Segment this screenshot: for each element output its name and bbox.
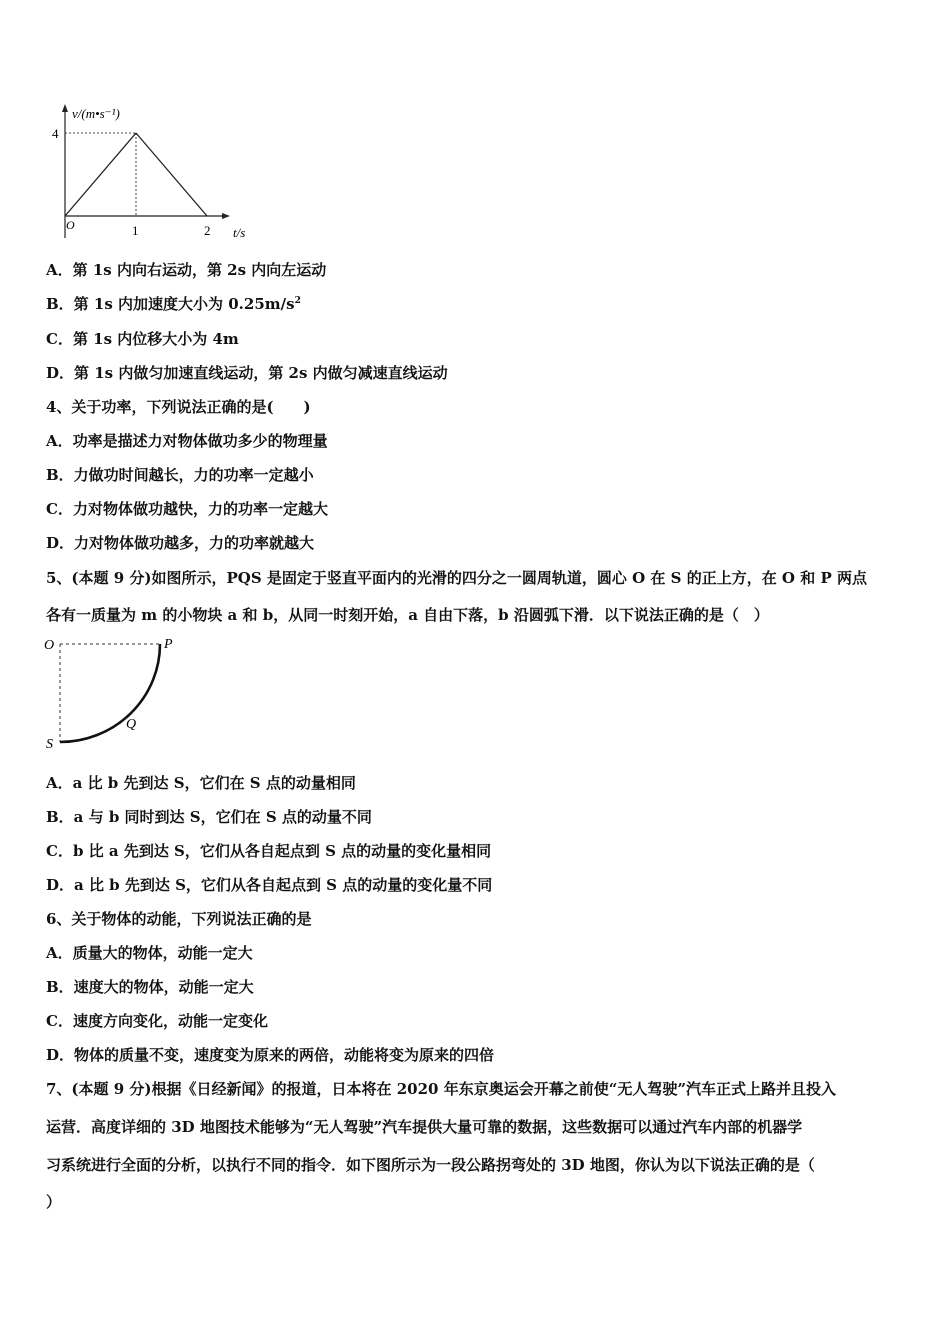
quarter-circle-track-figure	[40, 630, 190, 755]
q7-line4: ）	[46, 1193, 62, 1211]
q6-stem: 6、关于物体的动能，下列说法正确的是	[46, 910, 312, 928]
y-axis-label: v/(m•s⁻¹)	[72, 106, 120, 121]
q6-option-b: B．速度大的物体，动能一定大	[46, 978, 254, 996]
x-tick-2: 2	[204, 223, 211, 238]
q7-line1: 7、(本题 9 分)根据《日经新闻》的报道，日本将在 2020 年东京奥运会开幕之前使“无人驾驶”汽车正式上路并且投入	[46, 1080, 836, 1098]
x-tick-1: 1	[132, 223, 139, 238]
q3-option-c: C．第 1s 内位移大小为 4m	[46, 330, 239, 348]
q3-option-b	[46, 294, 301, 314]
y-axis-arrow	[62, 104, 68, 112]
q5-stem-line2: 各有一质量为 m 的小物块 a 和 b，从同一时刻开始，a 自由下落，b 沿圆弧下滑．以下说法正确的是（ ）	[46, 606, 769, 624]
graph-segment-accelerate	[65, 133, 136, 216]
x-axis-arrow	[222, 213, 230, 219]
x-axis-label: t/s	[233, 225, 246, 240]
q3-option-b-exponent: 2	[294, 296, 301, 306]
q4-option-d: D．力对物体做功越多，力的功率就越大	[46, 534, 315, 552]
q3-option-d: D．第 1s 内做匀加速直线运动，第 2s 内做匀减速直线运动	[46, 364, 448, 382]
q4-option-c: C．力对物体做功越快，力的功率一定越大	[46, 500, 328, 518]
graph-segment-decelerate	[136, 133, 207, 216]
q5-option-b: B．a 与 b 同时到达 S，它们在 S 点的动量不同	[46, 808, 372, 826]
q5-stem-line1: 5、(本题 9 分)如图所示，PQS 是固定于竖直平面内的光滑的四分之一圆周轨道，圆心 O 在 S 的正上方，在 O 和 P 两点	[46, 569, 867, 587]
q7-line3: 习系统进行全面的分析，以执行不同的指令．如下图所示为一段公路拐弯处的 3D 地图，你认为以下说法正确的是（	[46, 1156, 815, 1174]
quarter-circle-track	[60, 644, 160, 742]
label-o: O	[44, 638, 55, 653]
origin-label: O	[66, 218, 75, 232]
q4-stem: 4、关于功率，下列说法正确的是( )	[46, 398, 311, 416]
q5-option-c: C．b 比 a 先到达 S，它们从各自起点到 S 点的动量的变化量相同	[46, 842, 492, 860]
q3-option-a: A．第 1s 内向右运动，第 2s 内向左运动	[46, 261, 327, 279]
q6-option-a: A．质量大的物体，动能一定大	[46, 944, 253, 962]
q4-option-a: A．功率是描述力对物体做功多少的物理量	[46, 432, 328, 450]
label-q: Q	[126, 717, 137, 732]
q7-line2: 运营．高度详细的 3D 地图技术能够为“无人驾驶”汽车提供大量可靠的数据，这些数据可以通过汽车内部的机器学	[46, 1118, 803, 1136]
q5-option-a: A．a 比 b 先到达 S，它们在 S 点的动量相同	[46, 774, 356, 792]
q6-option-c: C．速度方向变化，动能一定变化	[46, 1012, 268, 1030]
q3-option-b-text: B．第 1s 内加速度大小为 0.25m/s	[46, 295, 295, 313]
velocity-time-graph	[44, 98, 259, 248]
y-tick-4: 4	[52, 126, 59, 141]
q6-option-d: D．物体的质量不变，速度变为原来的两倍，动能将变为原来的四倍	[46, 1046, 495, 1064]
label-s: S	[46, 737, 53, 752]
q4-option-b: B．力做功时间越长，力的功率一定越小	[46, 466, 314, 484]
q5-option-d: D．a 比 b 先到达 S，它们从各自起点到 S 点的动量的变化量不同	[46, 876, 493, 894]
label-p: P	[164, 637, 173, 652]
